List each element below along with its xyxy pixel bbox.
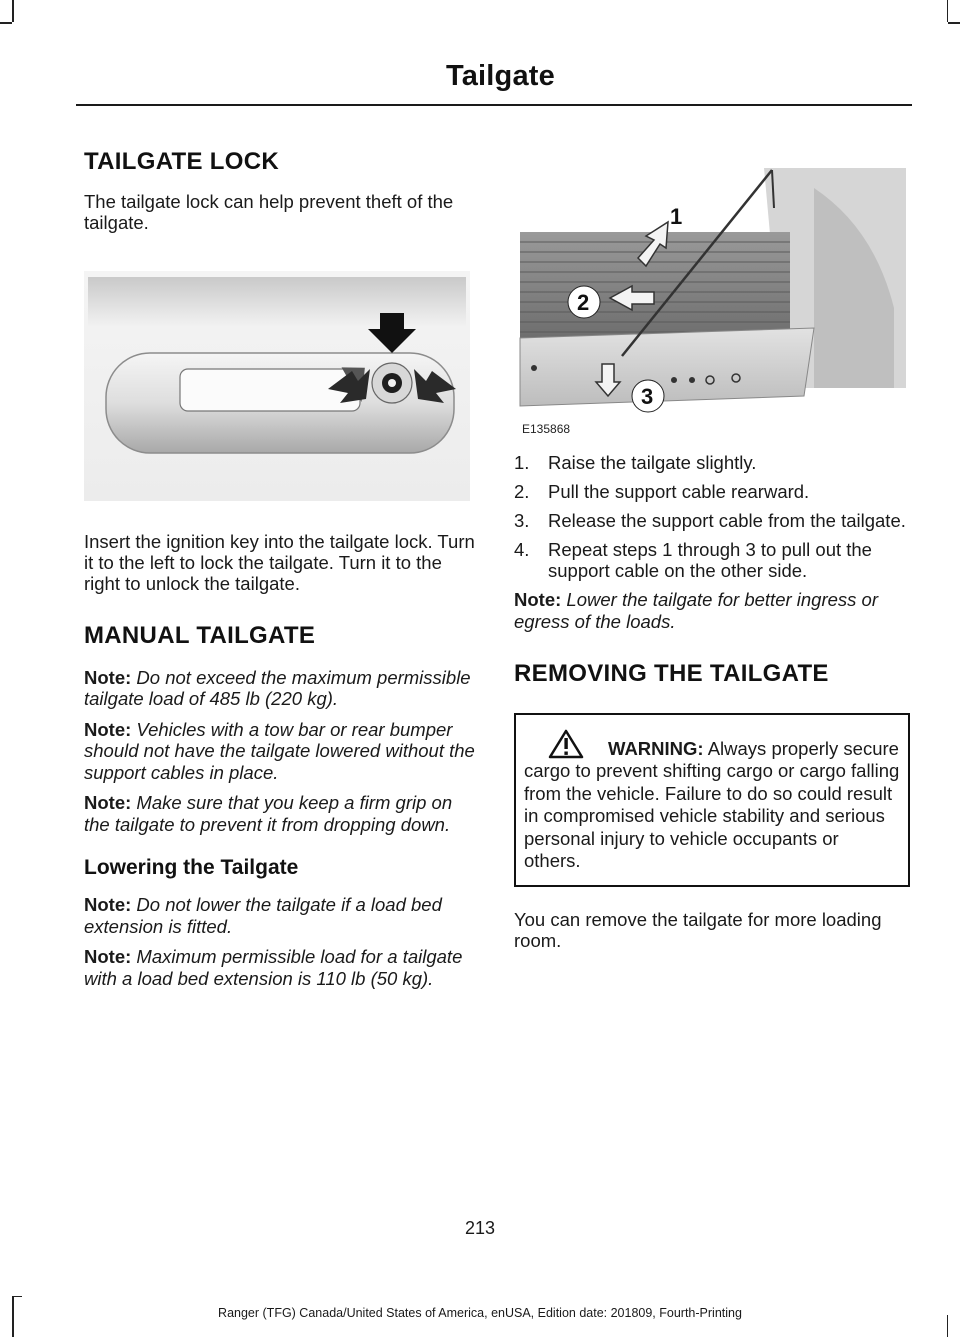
crop-mark: [12, 0, 14, 22]
cable-steps-list: [514, 452, 910, 581]
support-cable-image: [514, 168, 906, 438]
note-max-load: [84, 667, 476, 710]
step-number: 2.: [514, 481, 530, 502]
figure-id: E135868: [522, 422, 571, 436]
lowering-tailgate-heading: Lowering the Tailgate: [84, 856, 299, 880]
note-label: Note:: [84, 894, 132, 916]
note-label: Note:: [514, 589, 562, 610]
right-column: [514, 168, 910, 951]
warning-paragraph: [524, 729, 900, 873]
step-text: Repeat steps 1 through 3 to pull out the support cable on the other side.: [548, 539, 872, 581]
note-load-bed-extension: [84, 894, 476, 937]
tailgate-lock-illustration: [84, 271, 470, 501]
warning-text: Always properly secure cargo to prevent shifting cargo or cargo falling from the vehicle. Failure to do so could result in compromised vehicle stability and serious personal injury to vehicle occupants or others.: [524, 737, 900, 872]
support-cable-illustration: [514, 168, 906, 438]
list-item: [514, 510, 910, 531]
note-text: Do not exceed the maximum permissible tailgate load of 485 lb (220 kg).: [84, 666, 471, 710]
manual-tailgate-heading: MANUAL TAILGATE: [84, 621, 316, 649]
callout-3: 3: [641, 384, 654, 409]
crop-mark: [0, 22, 12, 24]
note-text: Lower the tailgate for better ingress or egress of the loads.: [514, 589, 879, 632]
warning-label: WARNING:: [608, 737, 704, 759]
page-number: 213: [464, 1218, 496, 1238]
note-text: Maximum permissible load for a tailgate with a load bed extension is 110 lb (50 kg).: [84, 946, 463, 989]
note-text: Make sure that you keep a firm grip on the tailgate to prevent it from dropping down.: [84, 792, 453, 835]
page-title: Tailgate: [445, 60, 555, 92]
removing-tailgate-body: You can remove the tailgate for more loading room.: [514, 908, 882, 951]
step-number: 3.: [514, 510, 530, 531]
note-label: Note:: [84, 946, 132, 968]
list-item: [514, 539, 910, 581]
header-divider: [76, 104, 912, 106]
note-ingress-egress: [514, 589, 910, 632]
note-firm-grip: [84, 792, 476, 835]
crop-mark: [12, 1296, 22, 1298]
tailgate-handle-image: [84, 271, 470, 501]
crop-mark: [948, 22, 960, 24]
step-text: Release the support cable from the tailgate.: [548, 510, 906, 531]
edition-footer: Ranger (TFG) Canada/United States of America, enUSA, Edition date: 201809, Fourth-Printing: [218, 1306, 742, 1320]
callout-1: 1: [670, 204, 683, 229]
note-label: Note:: [84, 718, 132, 740]
step-text: Raise the tailgate slightly.: [548, 452, 757, 473]
note-tow-bar: [84, 719, 476, 784]
note-text: Do not lower the tailgate if a load bed extension is fitted.: [84, 894, 442, 937]
note-extension-load: [84, 946, 476, 989]
note-label: Note:: [84, 666, 132, 688]
list-item: [514, 452, 910, 473]
warning-box: [514, 713, 910, 887]
tailgate-lock-intro: The tailgate lock can help prevent theft of the tailgate.: [84, 190, 454, 233]
note-label: Note:: [84, 792, 132, 814]
step-number: 1.: [514, 452, 530, 473]
tailgate-lock-heading: TAILGATE LOCK: [84, 148, 279, 175]
step-number: 4.: [514, 539, 530, 560]
tailgate-lock-instructions: Insert the ignition key into the tailgate lock. Turn it to the left to lock the tailgate. Turn it to the right to unlock the tailgate.: [84, 530, 475, 594]
removing-tailgate-heading: REMOVING THE TAILGATE: [514, 660, 829, 687]
step-text: Pull the support cable rearward.: [548, 481, 810, 502]
warning-triangle-icon: [546, 729, 602, 759]
crop-mark: [947, 0, 949, 22]
callout-2: 2: [577, 290, 590, 315]
list-item: [514, 481, 910, 502]
note-text: Vehicles with a tow bar or rear bumper should not have the tailgate lowered without the support cables in place.: [84, 718, 475, 783]
left-column: [84, 148, 476, 989]
